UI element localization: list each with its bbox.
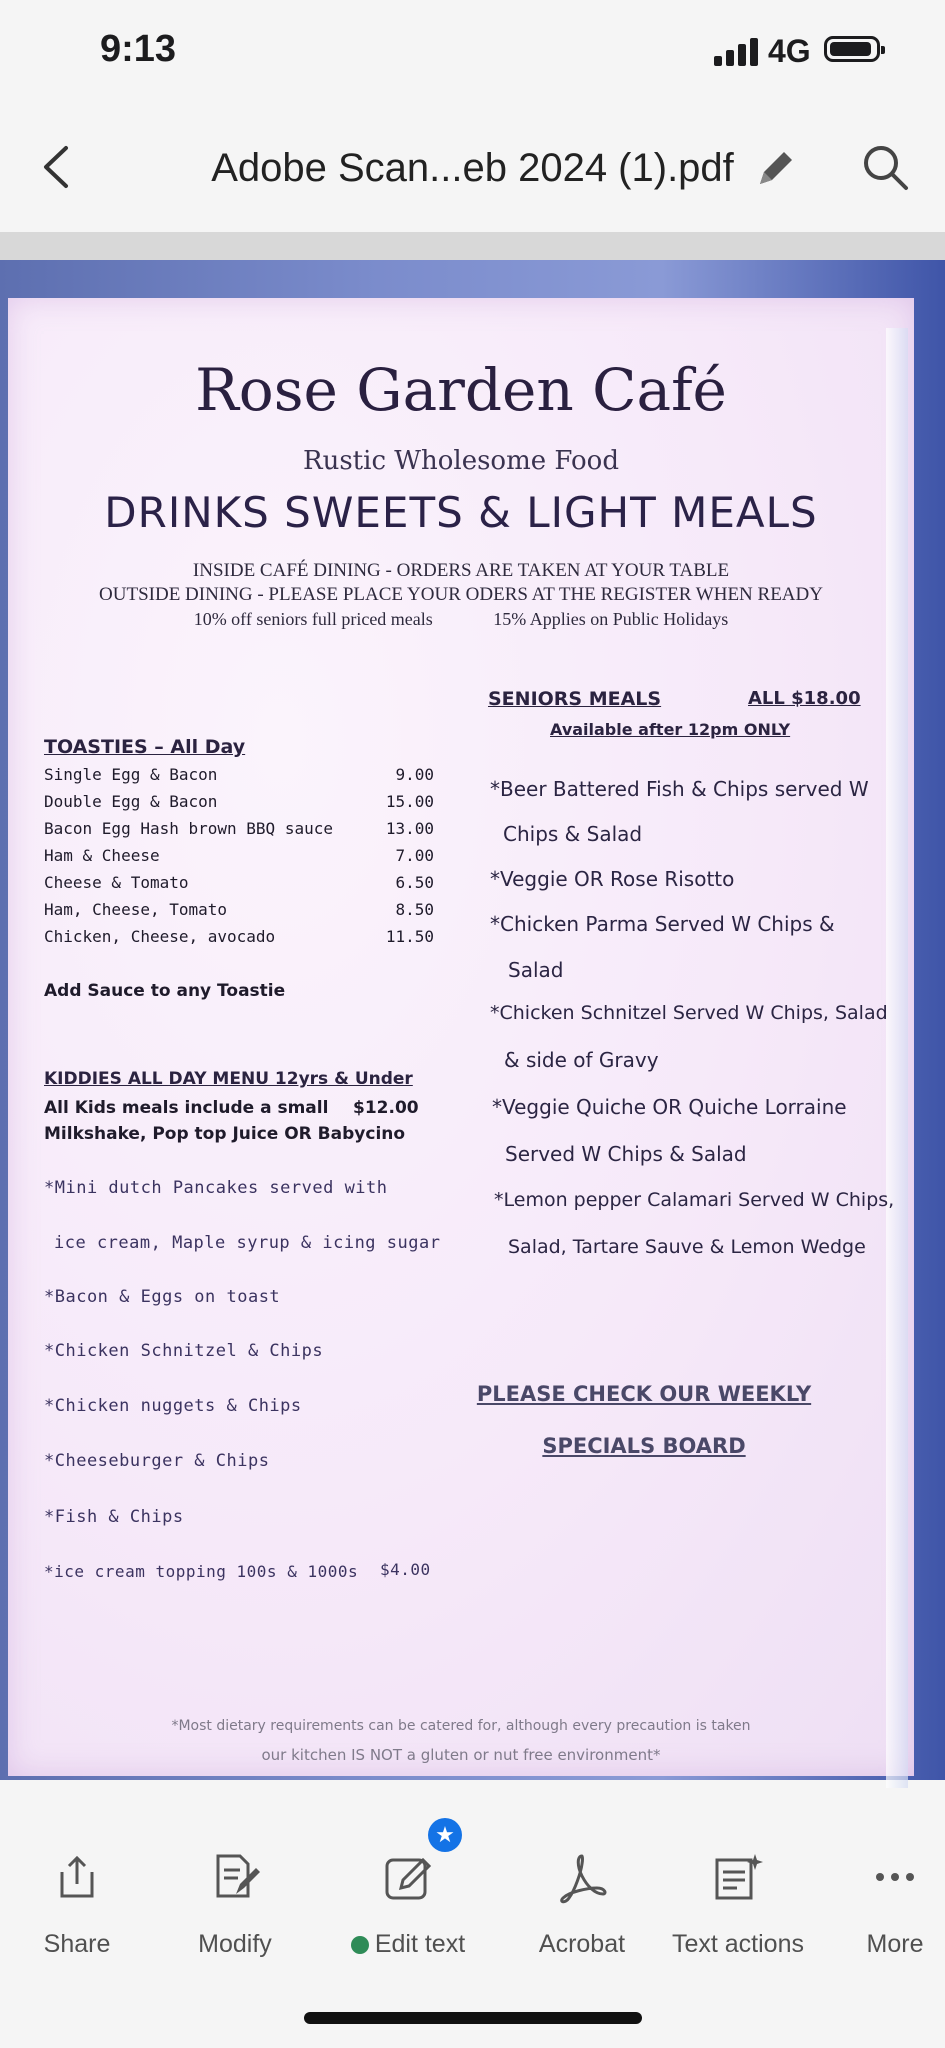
sauce-note: Add Sauce to any Toastie xyxy=(44,981,286,1001)
kids-menu-title: KIDDIES ALL DAY MENU 12yrs & Under xyxy=(44,1069,413,1089)
edit-text-button[interactable] xyxy=(333,1850,483,1959)
kids-price: $12.00 xyxy=(353,1098,419,1118)
network-label: 4G xyxy=(768,33,811,69)
seniors-title: SENIORS MEALS xyxy=(488,688,662,710)
acrobat-button[interactable] xyxy=(507,1850,657,1959)
share-button[interactable] xyxy=(2,1850,152,1959)
text-actions-button[interactable] xyxy=(663,1850,813,1959)
kids-note-2: Milkshake, Pop top Juice OR Babycino xyxy=(44,1124,406,1144)
kids-item: *Chicken nuggets & Chips xyxy=(44,1396,302,1416)
notice-discounts xyxy=(8,609,914,630)
seniors-line: & side of Gravy xyxy=(504,1048,659,1072)
toasties-title: TOASTIES – All Day xyxy=(44,736,246,758)
share-icon xyxy=(50,1850,104,1904)
dietary-note-2: our kitchen IS NOT a gluten or nut free environment* xyxy=(261,1746,661,1764)
specials-line-2: SPECIALS BOARD xyxy=(542,1434,746,1458)
document-title: Adobe Scan...eb 2024 (1).pdf xyxy=(211,146,734,190)
status-dot-icon xyxy=(351,1936,369,1954)
seniors-line: Salad xyxy=(508,958,564,982)
more-icon xyxy=(868,1850,922,1904)
seniors-line: *Chicken Parma Served W Chips & xyxy=(490,912,835,936)
topping-price: $4.00 xyxy=(380,1560,431,1579)
menu-title: Rose Garden Café xyxy=(195,356,727,424)
more-button[interactable] xyxy=(820,1850,945,1959)
paper-edge xyxy=(886,328,908,1788)
menu-price: 11.50 xyxy=(385,927,434,946)
menu-item: Chicken, Cheese, avocado xyxy=(44,927,276,946)
home-indicator[interactable] xyxy=(304,2012,642,2024)
seniors-line: Served W Chips & Salad xyxy=(505,1142,747,1166)
nav-bar xyxy=(0,110,945,230)
holiday-surcharge: 15% Applies on Public Holidays xyxy=(493,609,729,629)
edit-text-label: Edit text xyxy=(333,1930,483,1959)
star-badge-icon: ★ xyxy=(428,1818,462,1852)
menu-item: Single Egg & Bacon xyxy=(44,765,218,784)
menu-item: Cheese & Tomato xyxy=(44,873,189,892)
menu-item: Double Egg & Bacon xyxy=(44,792,218,811)
menu-price: 13.00 xyxy=(385,819,434,838)
modify-label: Modify xyxy=(198,1930,272,1958)
acrobat-icon xyxy=(555,1850,609,1904)
dietary-note-1: *Most dietary requirements can be catered for, although every precaution is taken xyxy=(171,1718,751,1734)
modify-icon xyxy=(208,1850,262,1904)
seniors-price: ALL $18.00 xyxy=(748,688,861,709)
kids-item: *Chicken Schnitzel & Chips xyxy=(44,1341,324,1361)
kids-item: *Cheeseburger & Chips xyxy=(44,1451,270,1471)
edit-text-icon xyxy=(381,1850,435,1904)
text-actions-icon xyxy=(711,1850,765,1904)
seniors-line: Chips & Salad xyxy=(503,822,643,846)
kids-item: *ice cream topping 100s & 1000s xyxy=(44,1562,359,1581)
status-time: 9:13 xyxy=(100,28,177,70)
seniors-line: *Beer Battered Fish & Chips served W xyxy=(490,777,869,801)
menu-item: Bacon Egg Hash brown BBQ sauce xyxy=(44,819,333,838)
seniors-discount: 10% off seniors full priced meals xyxy=(193,609,433,629)
status-bar xyxy=(0,0,945,110)
menu-price: 6.50 xyxy=(395,873,434,892)
notice-outside: OUTSIDE DINING - PLEASE PLACE YOUR ODERS AT THE REGISTER WHEN READY xyxy=(99,584,823,605)
seniors-availability: Available after 12pm ONLY xyxy=(550,720,791,739)
seniors-line: Salad, Tartare Sauve & Lemon Wedge xyxy=(508,1236,866,1258)
kids-item: *Mini dutch Pancakes served with xyxy=(44,1178,388,1198)
seniors-line: *Lemon pepper Calamari Served W Chips, xyxy=(494,1189,895,1211)
specials-line-1: PLEASE CHECK OUR WEEKLY xyxy=(476,1382,812,1406)
seniors-line: *Chicken Schnitzel Served W Chips, Salad xyxy=(490,1002,888,1024)
scan-background xyxy=(0,260,945,1780)
notice-inside: INSIDE CAFÉ DINING - ORDERS ARE TAKEN AT YOUR TABLE xyxy=(192,560,730,581)
more-label: More xyxy=(866,1930,924,1958)
document-viewer[interactable] xyxy=(0,232,945,1780)
menu-price: 7.00 xyxy=(395,846,434,865)
menu-price: 15.00 xyxy=(385,792,434,811)
menu-item: Ham, Cheese, Tomato xyxy=(44,900,228,919)
seniors-line: *Veggie OR Rose Risotto xyxy=(490,867,735,891)
menu-heading: DRINKS SWEETS & LIGHT MEALS xyxy=(104,488,818,537)
signal-icon xyxy=(714,36,758,66)
kids-note-1: All Kids meals include a small xyxy=(44,1098,329,1118)
modify-button[interactable] xyxy=(160,1850,310,1959)
menu-subtitle: Rustic Wholesome Food xyxy=(303,446,619,476)
share-label: Share xyxy=(43,1930,111,1958)
search-icon[interactable] xyxy=(860,142,910,192)
text-actions-label: Text actions xyxy=(671,1930,804,1958)
pencil-icon[interactable] xyxy=(752,144,800,192)
kids-item: *Fish & Chips xyxy=(44,1507,184,1527)
menu-price: 8.50 xyxy=(395,900,434,919)
menu-page xyxy=(8,298,914,1776)
menu-price: 9.00 xyxy=(395,765,434,784)
kids-item: ice cream, Maple syrup & icing sugar xyxy=(54,1233,441,1253)
seniors-line: *Veggie Quiche OR Quiche Lorraine xyxy=(492,1095,847,1119)
kids-item: *Bacon & Eggs on toast xyxy=(44,1287,281,1307)
menu-item: Ham & Cheese xyxy=(44,846,160,865)
battery-icon xyxy=(824,36,880,62)
acrobat-label: Acrobat xyxy=(538,1930,626,1958)
